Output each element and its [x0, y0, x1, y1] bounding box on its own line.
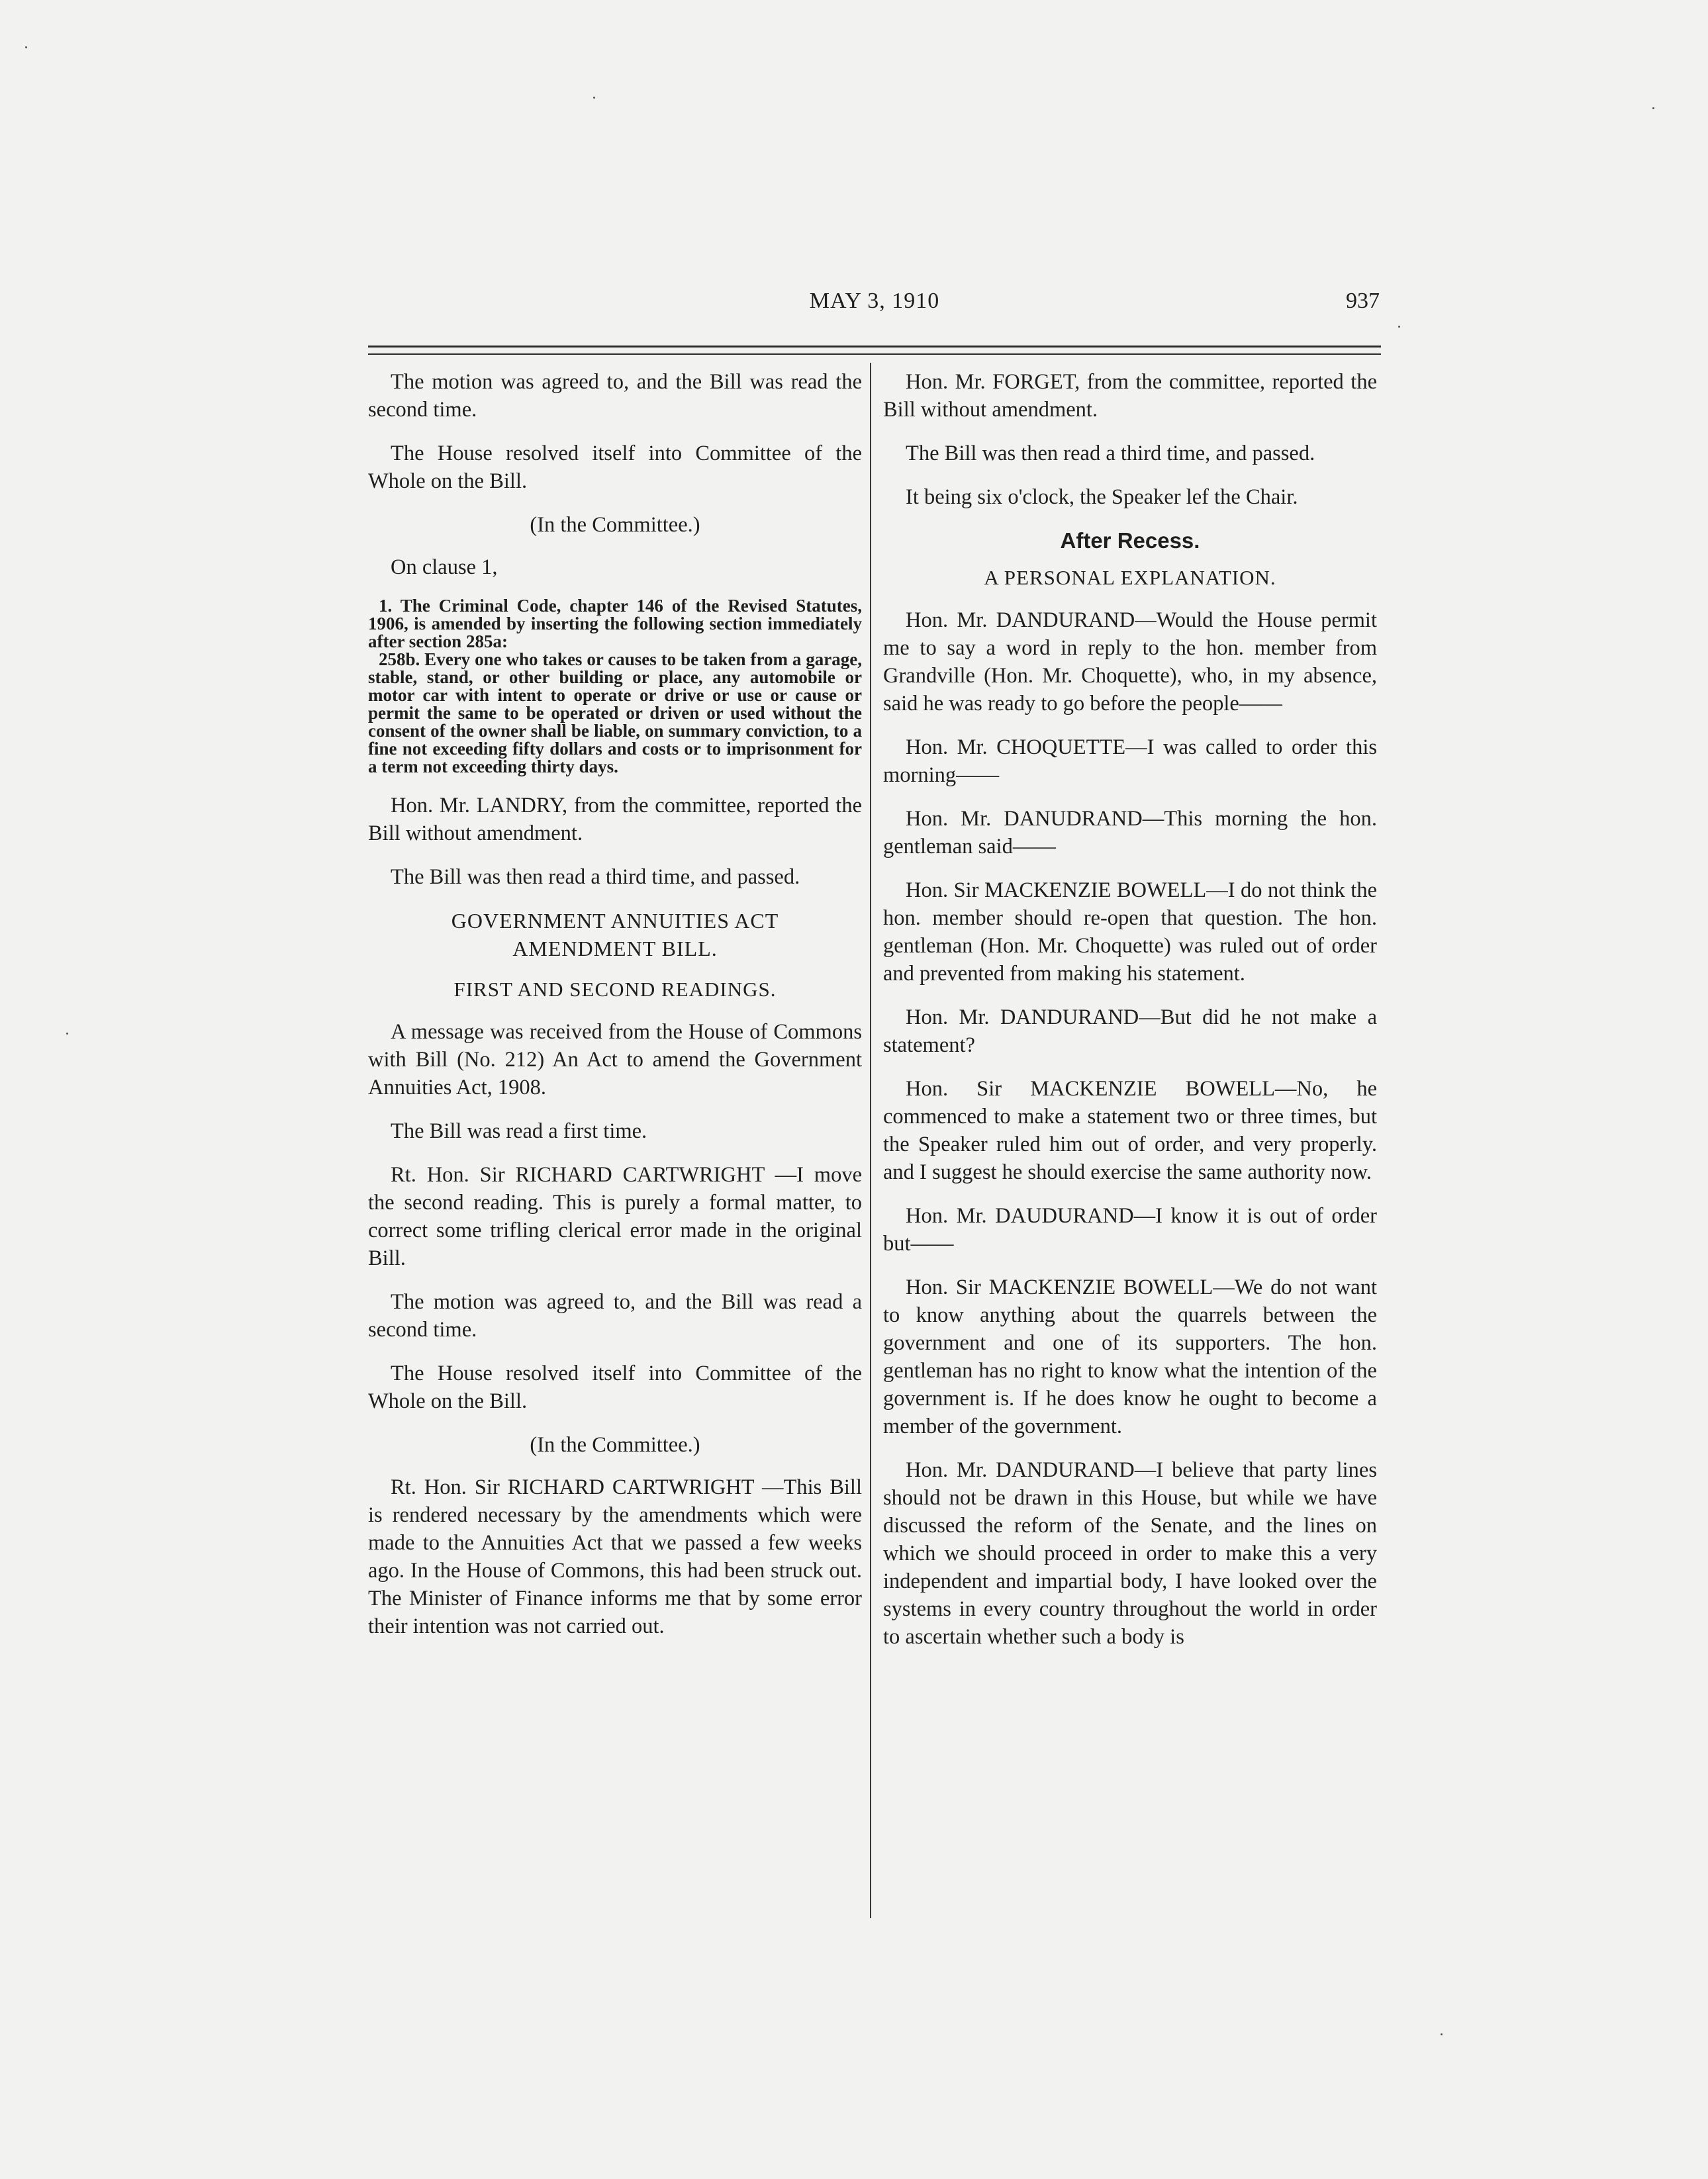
- paragraph: Rt. Hon. Sir RICHARD CARTWRIGHT —I move the second reading. This is purely a formal matter, to correct some trifling clerical error made in the original Bill.: [368, 1163, 862, 1270]
- paragraph: It being six o'clock, the Speaker lef the Chair.: [906, 485, 1298, 509]
- paragraph: On clause 1,: [391, 555, 498, 579]
- section-heading: GOVERNMENT ANNUITIES ACT: [451, 909, 779, 933]
- header-date: MAY 3, 1910: [809, 289, 940, 313]
- quoted-clause-part: 258b. Every one who takes or causes to be taken from a garage, stable, stand, or other building or place, any automobile or motor car with intent to operate or drive or use or cause or permit the same to be operated or driven or used without the consent of the owner shall be liable, on summary conviction, to a fine not exceeding fifty dollars and costs or to imprisonment for a term not exceeding thirty days.: [368, 649, 862, 776]
- paragraph: The motion was agreed to, and the Bill was read the second time.: [368, 370, 862, 422]
- header-rule-top: [368, 346, 1381, 348]
- scan-speck: [1652, 107, 1654, 109]
- paragraph: The House resolved itself into Committee of the Whole on the Bill.: [368, 1362, 862, 1413]
- section-heading: AMENDMENT BILL.: [512, 937, 718, 960]
- paragraph: Hon. Sir MACKENZIE BOWELL—I do not think the hon. member should re-open that question. The hon. gentleman (Hon. Mr. Choquette) was ruled out of order and prevented from making his statement.: [883, 878, 1377, 986]
- section-note: (In the Committee.): [530, 513, 700, 537]
- paragraph: Hon. Mr. DANDURAND—Would the House permit me to say a word in reply to the hon. member from Grandville (Hon. Mr. Choquette), who, in my absence, said he was ready to go before the people——: [883, 608, 1377, 716]
- section-subheading: A PERSONAL EXPLANATION.: [984, 566, 1276, 589]
- quoted-clause-part: 1. The Criminal Code, chapter 146 of the Revised Statutes, 1906, is amended by inserting the following section immediately after section 285a:: [368, 596, 862, 651]
- paragraph: The House resolved itself into Committee of the Whole on the Bill.: [368, 441, 862, 493]
- paragraph: Hon. Mr. DAUDURAND—I know it is out of order but——: [883, 1204, 1377, 1256]
- paragraph: The motion was agreed to, and the Bill was read a second time.: [368, 1290, 862, 1342]
- paragraph: Hon. Mr. DANDURAND—I believe that party lines should not be drawn in this House, but while we have discussed the reform of the Senate, and the lines on which we should proceed in order to make this a very independent and impartial body, I have looked over the systems in every country throughout the world in order to ascertain whether such a body is: [883, 1458, 1377, 1649]
- paragraph: The Bill was read a first time.: [391, 1119, 647, 1143]
- scan-speck: [25, 46, 27, 48]
- paragraph: The Bill was then read a third time, and passed.: [906, 441, 1315, 465]
- paragraph: Hon. Sir MACKENZIE BOWELL—We do not want to know anything about the quarrels between the government and one of its supporters. The hon. gentleman has no right to know what the intention of the government is. If he does know he ought to become a member of the government.: [883, 1275, 1377, 1438]
- paragraph: The Bill was then read a third time, and passed.: [391, 865, 800, 889]
- header-rule-bottom: [368, 353, 1381, 355]
- section-subheading: FIRST AND SECOND READINGS.: [453, 978, 777, 1001]
- quoted-clause: [368, 597, 862, 776]
- paragraph: Rt. Hon. Sir RICHARD CARTWRIGHT —This Bill is rendered necessary by the amendments which were made to the Annuities Act that we passed a few weeks ago. In the House of Commons, this had been struck out. The Minister of Finance informs me that by some error their intention was not carried out.: [368, 1475, 862, 1638]
- section-heading: After Recess.: [1060, 528, 1200, 553]
- right-column: [883, 368, 1377, 1667]
- scan-speck: [1441, 2033, 1443, 2035]
- scan-speck: [66, 1033, 68, 1035]
- paragraph: Hon. Sir MACKENZIE BOWELL—No, he commenced to make a statement two or three times, but the Speaker ruled him out of order, and very properly. and I suggest he should exercise the same authority now.: [883, 1077, 1377, 1184]
- scan-speck: [593, 97, 595, 99]
- scan-speck: [1398, 326, 1400, 328]
- page-number: 937: [1346, 289, 1380, 313]
- paragraph: Hon. Mr. CHOQUETTE—I was called to order this morning——: [883, 735, 1377, 787]
- paragraph: Hon. Mr. LANDRY, from the committee, reported the Bill without amendment.: [368, 794, 862, 845]
- page-header: [368, 289, 1381, 328]
- paragraph: Hon. Mr. DANDURAND—But did he not make a statement?: [883, 1005, 1377, 1057]
- section-note: (In the Committee.): [530, 1433, 700, 1457]
- column-divider: [870, 363, 871, 1918]
- paragraph: Hon. Mr. FORGET, from the committee, reported the Bill without amendment.: [883, 370, 1377, 422]
- paragraph: A message was received from the House of Commons with Bill (No. 212) An Act to amend the Government Annuities Act, 1908.: [368, 1020, 862, 1099]
- left-column: [368, 368, 862, 1656]
- paragraph: Hon. Mr. DANUDRAND—This morning the hon. gentleman said——: [883, 807, 1377, 858]
